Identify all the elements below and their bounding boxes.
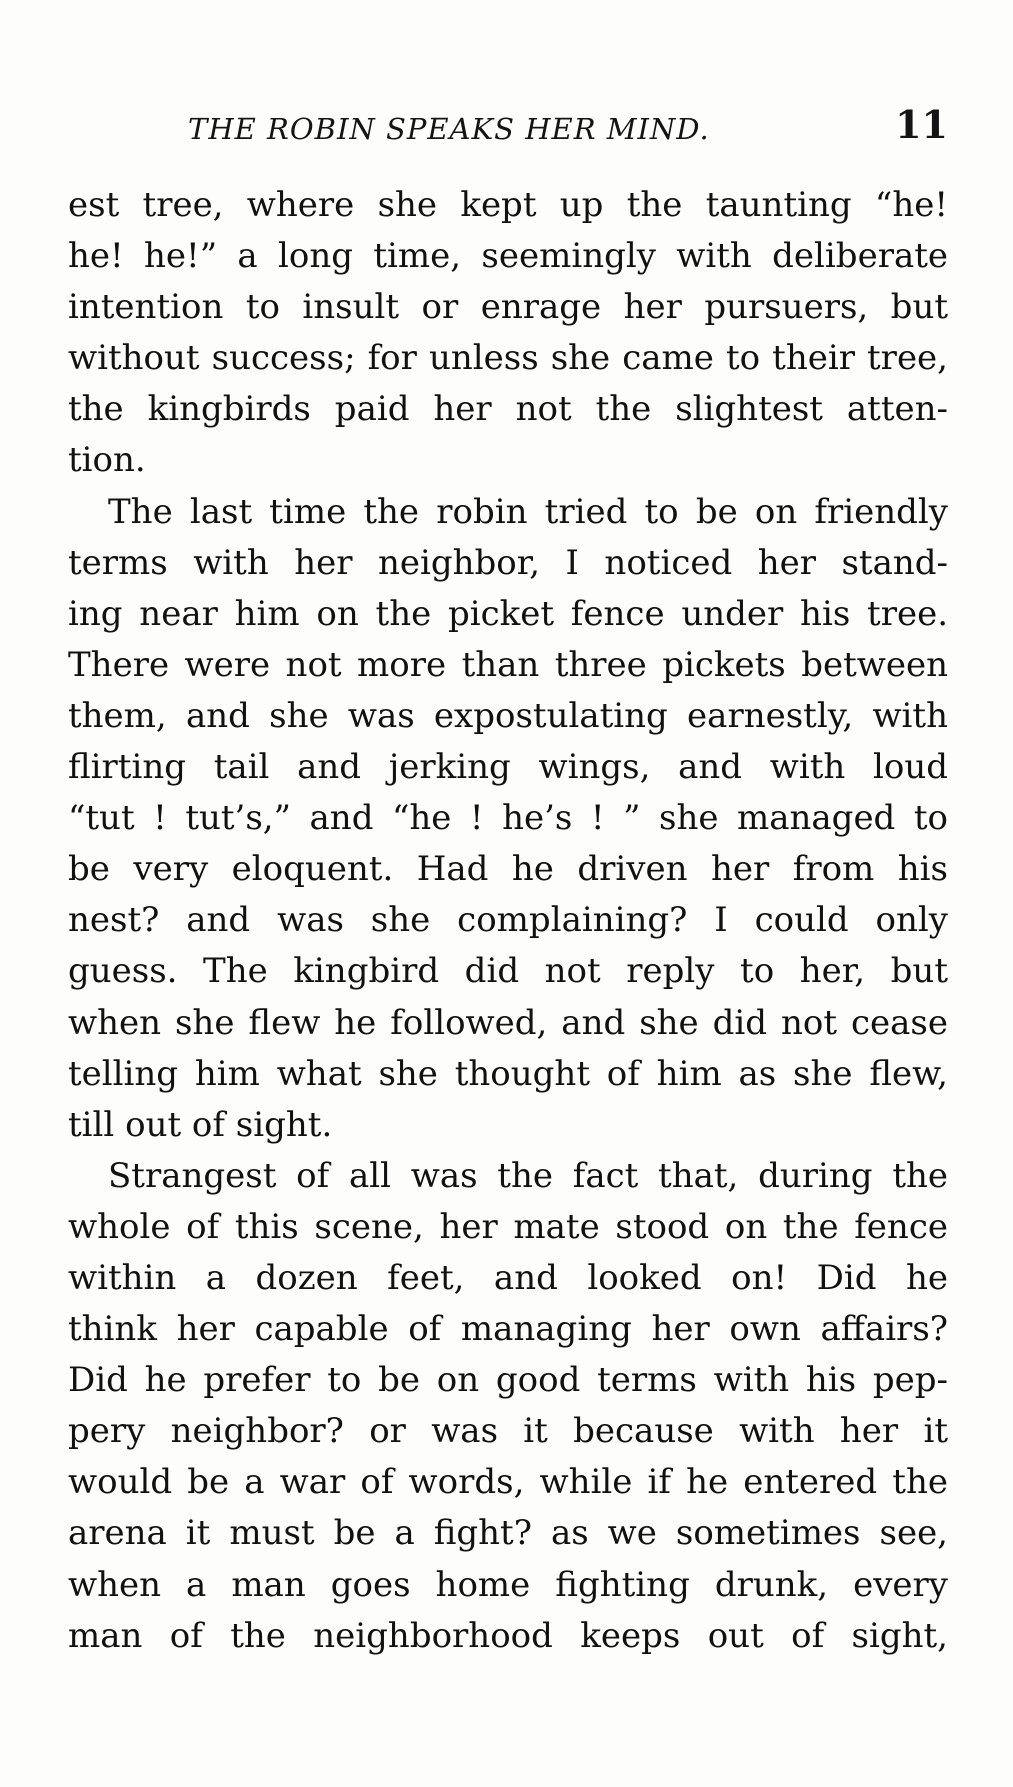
text-line: “tut ! tut’s,” and “he ! he’s ! ” she managed to <box>68 798 948 839</box>
paragraph <box>68 487 948 1151</box>
text-line: would be a war of words, while if he entered the <box>68 1462 948 1503</box>
text-line: when a man goes home fighting drunk, every <box>68 1564 948 1605</box>
running-head <box>68 100 948 150</box>
text-line: Strangest of all was the fact that, during the <box>108 1155 948 1196</box>
text-line: flirting tail and jerking wings, and with loud <box>68 747 948 788</box>
body-text <box>68 180 948 1662</box>
text-line: the kingbirds paid her not the slightest atten- <box>68 389 948 430</box>
text-line: think her capable of managing her own affairs? <box>68 1309 948 1350</box>
text-line: telling him what she thought of him as she flew, <box>68 1053 948 1094</box>
text-line: he! he!” a long time, seemingly with deliberate <box>68 236 948 277</box>
text-line: est tree, where she kept up the taunting “he! <box>68 185 948 225</box>
text-line: nest? and was she complaining? I could only <box>68 900 948 941</box>
text-line: when she flew he followed, and she did not cease <box>68 1002 948 1043</box>
text-line: The last time the robin tried to be on friendly <box>108 491 948 532</box>
text-line: Did he prefer to be on good terms with his pep- <box>68 1360 948 1401</box>
text-line: There were not more than three pickets between <box>68 644 948 685</box>
text-line: without success; for unless she came to their tree, <box>68 338 948 379</box>
text-line: pery neighbor? or was it because with her it <box>68 1411 948 1452</box>
page-number: 11 <box>895 102 948 147</box>
text-line: till out of sight. <box>68 1104 333 1145</box>
text-line: within a dozen feet, and looked on! Did he <box>68 1257 948 1298</box>
text-line: intention to insult or enrage her pursuers, but <box>68 287 948 328</box>
text-line: ing near him on the picket fence under his tree. <box>68 593 948 634</box>
text-line: arena it must be a fight? as we sometimes see, <box>68 1513 948 1554</box>
text-line: man of the neighborhood keeps out of sight, <box>68 1615 948 1656</box>
text-line: whole of this scene, her mate stood on the fence <box>68 1206 948 1247</box>
text-line: guess. The kingbird did not reply to her, but <box>68 951 948 992</box>
text-line: terms with her neighbor, I noticed her stand- <box>68 542 948 583</box>
paragraph <box>68 1151 948 1662</box>
text-line: them, and she was expostulating earnestly, with <box>68 695 948 736</box>
running-title: THE ROBIN SPEAKS HER MIND. <box>188 112 710 146</box>
text-line: be very eloquent. Had he driven her from his <box>68 849 948 890</box>
paragraph <box>68 180 948 487</box>
text-line: tion. <box>68 440 146 481</box>
